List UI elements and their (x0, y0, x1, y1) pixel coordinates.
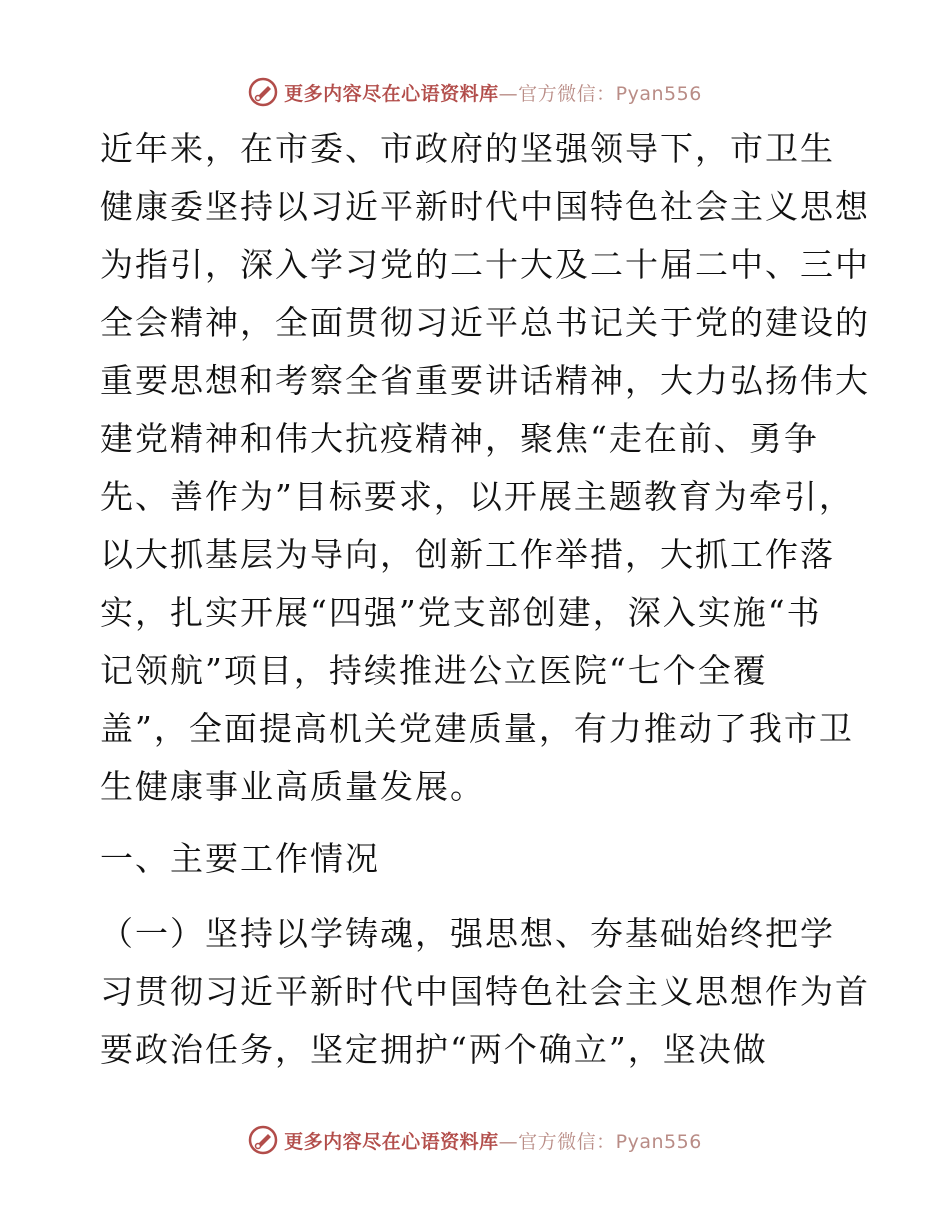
text-line: 生健康事业高质量发展。 (100, 767, 485, 806)
watermark-contact: —官方微信：Pyan556 (498, 1130, 702, 1153)
paragraph-intro (100, 120, 870, 816)
text-line: （一）坚持以学铸魂，强思想、夯基础始终把学 (100, 914, 835, 953)
text-line: 记领航”项目，持续推进公立医院“七个全覆 (100, 651, 768, 690)
logo-icon (248, 77, 278, 107)
watermark-contact: —官方微信：Pyan556 (498, 82, 702, 105)
text-line: 为指引，深入学习党的二十大及二十届二中、三中 (100, 245, 870, 284)
section-heading (100, 830, 852, 888)
watermark-text (284, 79, 702, 106)
text-line: 健康委坚持以习近平新时代中国特色社会主义思想 (100, 187, 870, 226)
heading-text: 一、主要工作情况 (100, 839, 380, 878)
text-line: 全会精神，全面贯彻习近平总书记关于党的建设的 (100, 303, 870, 342)
watermark-banner-bottom (0, 1120, 950, 1160)
text-line: 以大抓基层为导向，创新工作举措，大抓工作落 (100, 535, 835, 574)
text-line: 先、善作为”目标要求，以开展主题教育为牵引， (100, 477, 854, 516)
text-line: 重要思想和考察全省重要讲话精神，大力弘扬伟大 (100, 361, 870, 400)
text-line: 习贯彻习近平新时代中国特色社会主义思想作为首 (100, 972, 870, 1011)
watermark-banner-top (0, 72, 950, 112)
paragraph-section-1 (100, 905, 870, 1079)
text-line: 盖”，全面提高机关党建质量，有力推动了我市卫 (100, 709, 854, 748)
watermark-site: 更多内容尽在心语资料库 (284, 1130, 499, 1153)
text-line: 建党精神和伟大抗疫精神，聚焦“走在前、勇争 (100, 419, 819, 458)
watermark-site: 更多内容尽在心语资料库 (284, 82, 499, 105)
watermark-text (284, 1127, 702, 1154)
logo-icon (248, 1125, 278, 1155)
text-line: 近年来，在市委、市政府的坚强领导下，市卫生 (100, 129, 835, 168)
text-line: 要政治任务，坚定拥护“两个确立”，坚决做 (100, 1030, 768, 1069)
text-line: 实，扎实开展“四强”党支部创建，深入实施“书 (100, 593, 822, 632)
